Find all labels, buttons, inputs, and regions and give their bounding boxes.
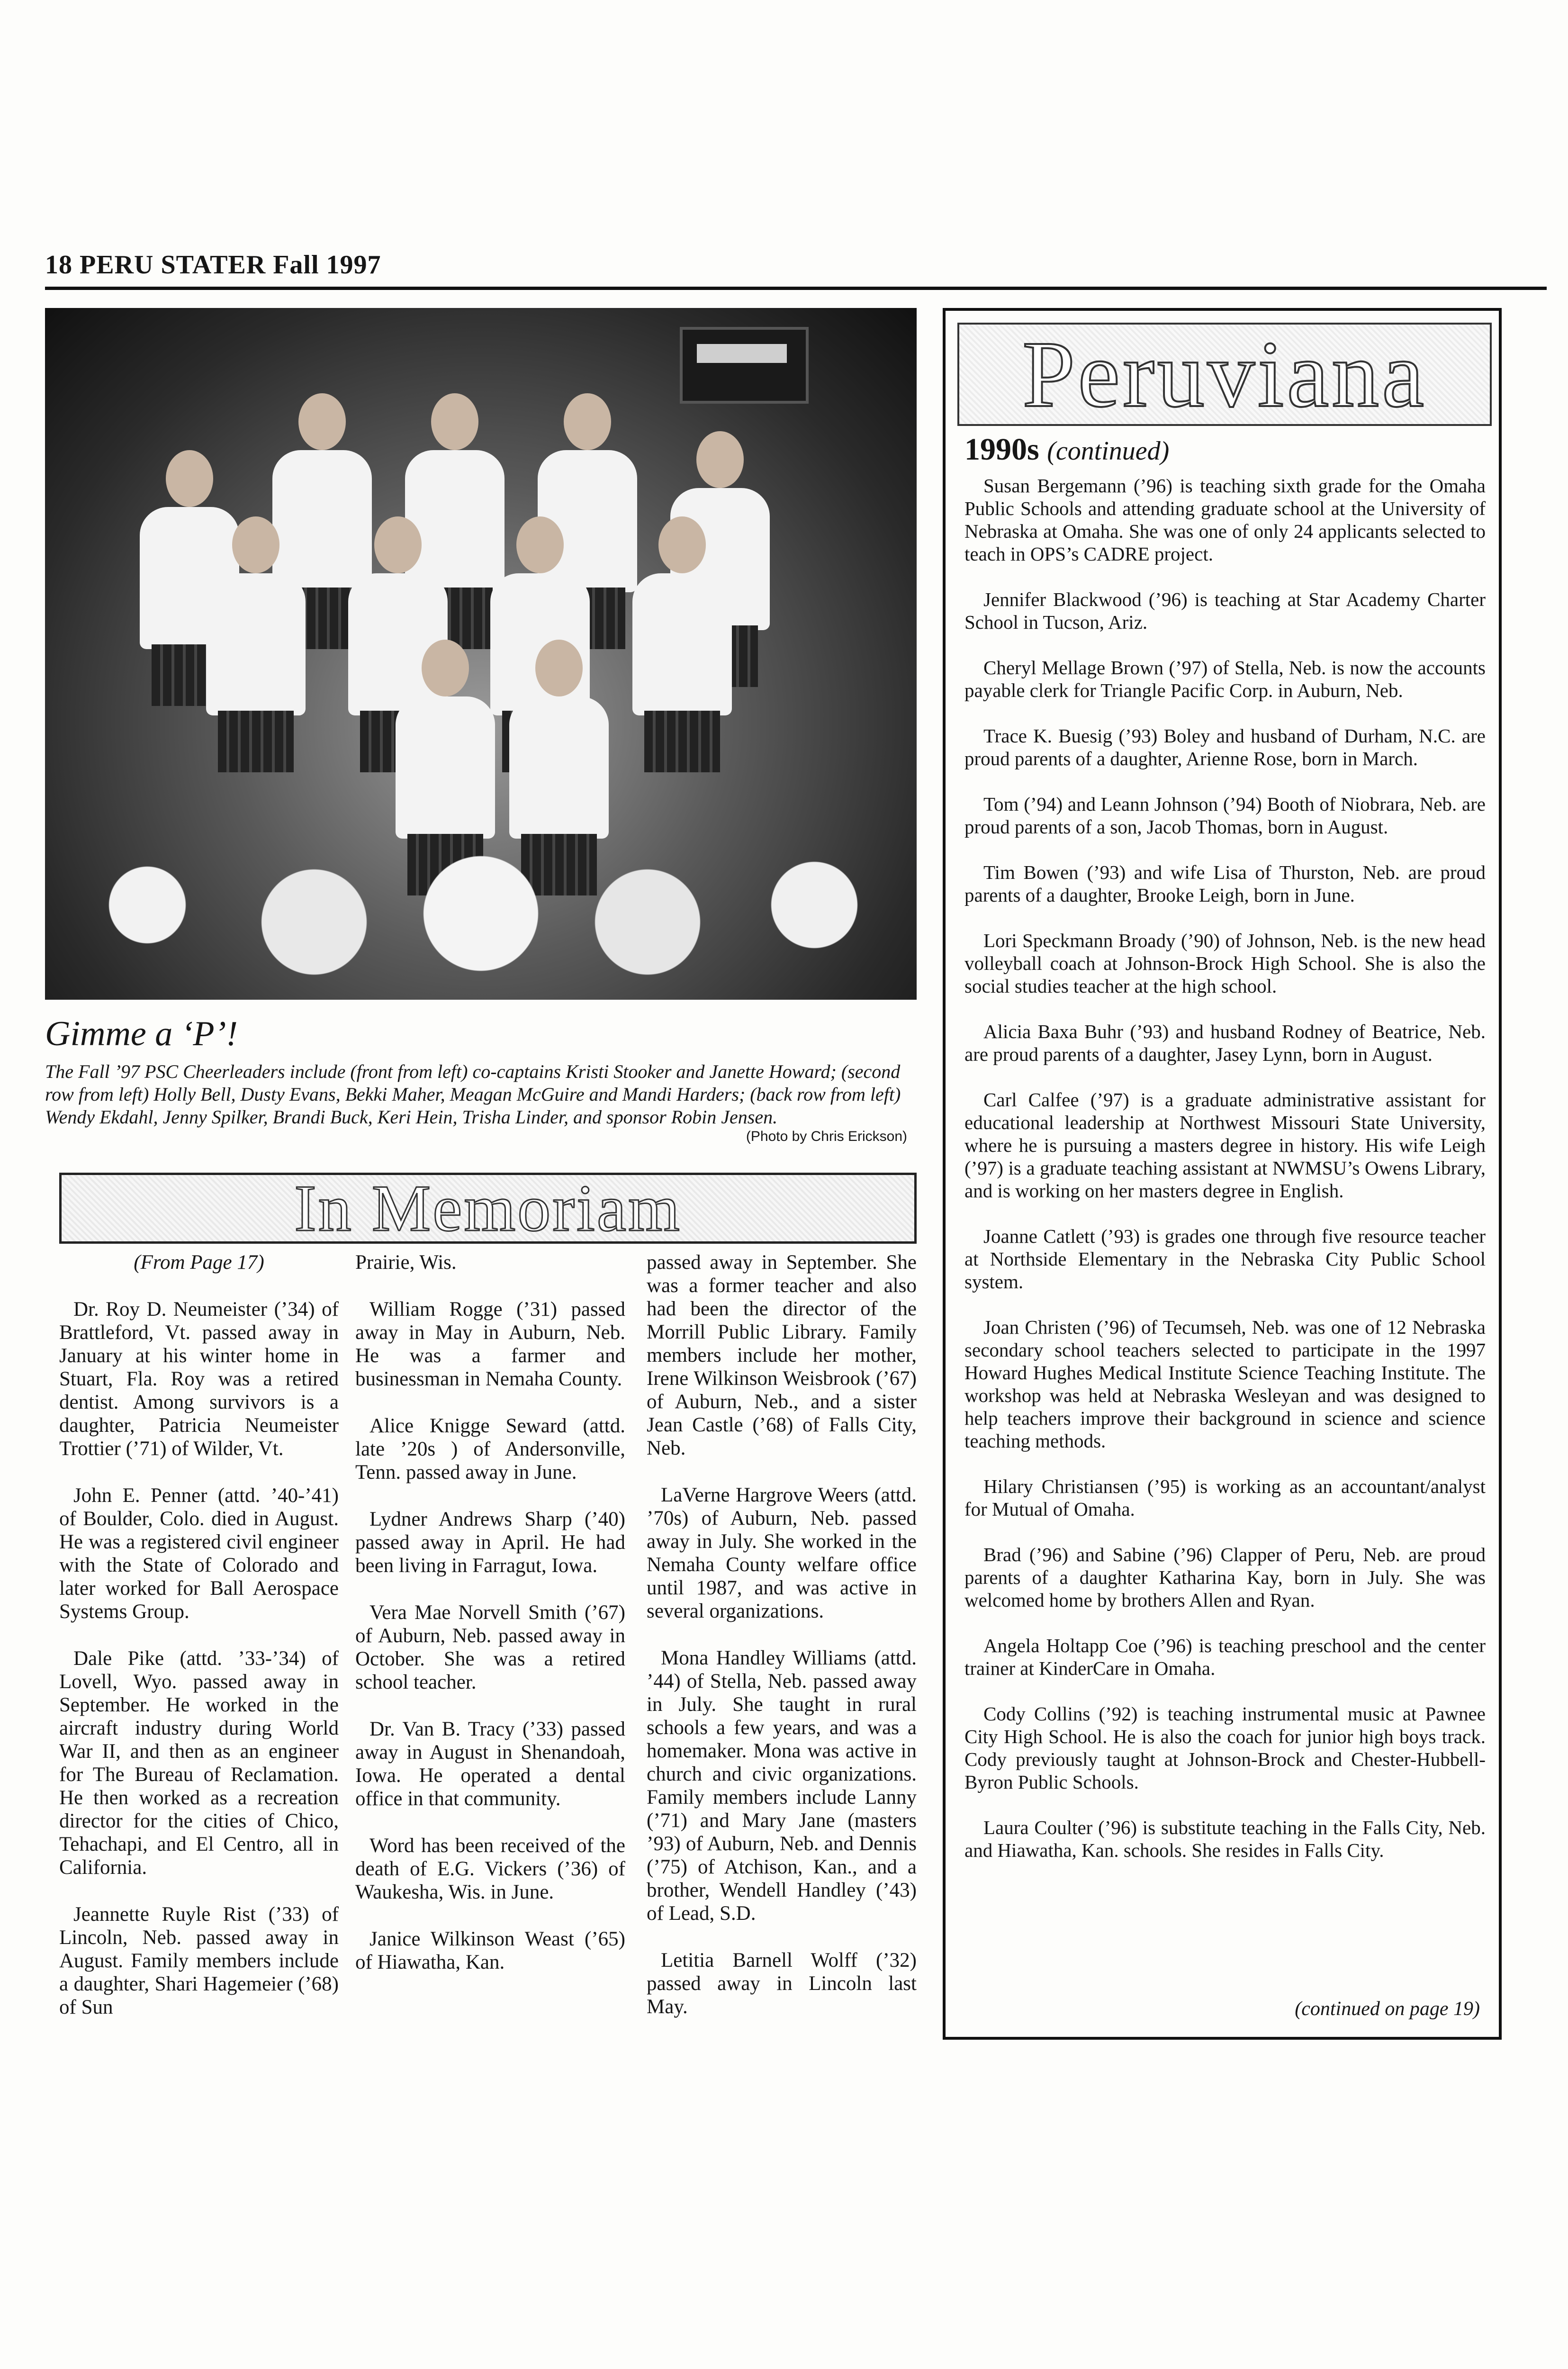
obituary-entry: Mona Handley Williams (attd. ’44) of Stella, Neb. passed away in July. She taught in rural schools a few years, and was a homemaker. Mona was active in church and civic organizations. Family members include Lanny (’71) and Mary Jane (masters ’93) of Auburn, Neb. and Dennis (’75) of Atchison, Kan., and a brother, Wendell Handley (’43) of Lead, S.D.: [647, 1647, 917, 1925]
continued-note: (continued on page 19): [1295, 1998, 1480, 2020]
photo-caption-title: Gimme a ‘P’!: [45, 1014, 238, 1053]
header-rule: [45, 287, 1547, 290]
obituary-entry: Dr. Roy D. Neumeister (’34) of Brattleford, Vt. passed away in January at his winter home in Stuart, Fla. Roy was a retired dentist. Among survivors is a daughter, Patricia Neumeister Trottier (’71) of Wilder, Vt.: [59, 1298, 339, 1460]
cheerleader-figure: [405, 450, 505, 592]
peruviana-banner: [957, 323, 1492, 426]
cheerleader-figure: [490, 573, 590, 715]
cheerleader-photo: [45, 308, 917, 1000]
peruviana-body: [964, 474, 1486, 1884]
peruviana-box: [943, 308, 1502, 2040]
obituary-entry: Word has been received of the death of E.G. Vickers (’36) of Waukesha, Wis. in June.: [355, 1835, 625, 1903]
decade-label: 1990s: [964, 432, 1039, 467]
decade-heading: [964, 432, 1169, 468]
obituary-entry: John E. Penner (attd. ’40-’41) of Boulder, Colo. died in August. He was a registered civil engineer with the State of Colorado and later worked for Ball Aerospace Systems Group.: [59, 1484, 339, 1623]
obituary-entry: Lydner Andrews Sharp (’40) passed away in April. He had been living in Farragut, Iowa.: [355, 1508, 625, 1577]
obituary-entry: Letitia Barnell Wolff (’32) passed away in Lincoln last May.: [647, 1949, 917, 2018]
alumni-note: Lori Speckmann Broady (’90) of Johnson, Neb. is the new head volleyball coach at Johnson-Brock High School. She is also the social studies teacher at the high school.: [964, 930, 1486, 997]
alumni-note: Hilary Christiansen (’95) is working as an accountant/analyst for Mutual of Omaha.: [964, 1475, 1486, 1520]
alumni-note: Susan Bergemann (’96) is teaching sixth grade for the Omaha Public Schools and attending graduate school at the University of Nebraska at Omaha. She was one of only 24 applicants selected to teach in OPS’s CADRE project.: [964, 475, 1486, 565]
obituary-entry: Dale Pike (attd. ’33-’34) of Lovell, Wyo. passed away in September. He worked in the aircraft industry during World War II, and then as an engineer for The Bureau of Reclamation. He then worked as a recreation director for the cities of Chico, Tehachapi, and El Centro, all in California.: [59, 1647, 339, 1879]
cheerleader-figure: [632, 573, 732, 715]
obituary-entry: LaVerne Hargrove Weers (attd. ’70s) of Auburn, Neb. passed away in July. She worked in the Nemaha County welfare office until 1987, and was active in several organizations.: [647, 1484, 917, 1622]
decade-note: (continued): [1047, 436, 1170, 466]
alumni-note: Jennifer Blackwood (’96) is teaching at Star Academy Charter School in Tucson, Ariz.: [964, 588, 1486, 633]
scoreboard: [680, 327, 809, 404]
memoriam-column-3: [647, 1251, 917, 2042]
obituary-entry: Vera Mae Norvell Smith (’67) of Auburn, Neb. passed away in October. She was a retired school teacher.: [355, 1601, 625, 1693]
memoriam-column-2: [355, 1251, 625, 1998]
in-memoriam-title: In Memoriam: [294, 1171, 682, 1245]
in-memoriam-banner: [59, 1173, 917, 1244]
memoriam-column-1: [59, 1251, 339, 2043]
obituary-entry: Janice Wilkinson Weast (’65) of Hiawatha, Kan.: [355, 1928, 625, 1973]
cheerleader-figure: [272, 450, 372, 592]
photo-credit: (Photo by Chris Erickson): [746, 1129, 907, 1144]
alumni-note: Tom (’94) and Leann Johnson (’94) Booth of Niobrara, Neb. are proud parents of a son, Jacob Thomas, born in August.: [964, 793, 1486, 838]
cheerleader-figure: [509, 696, 609, 839]
cheerleader-figure: [396, 696, 495, 839]
page-header: 18 PERU STATER Fall 1997: [45, 250, 381, 280]
alumni-note: Brad (’96) and Sabine (’96) Clapper of Peru, Neb. are proud parents of a daughter Katharina Kay, born in July. She was welcomed home by brothers Allen and Ryan.: [964, 1544, 1486, 1611]
cheerleader-figure: [206, 573, 306, 715]
obituary-entry: Prairie, Wis.: [355, 1251, 457, 1274]
alumni-note: Cody Collins (’92) is teaching instrumental music at Pawnee City High School. He is also the coach for junior high boys track. Cody previously taught at Johnson-Brock and Chester-Hubbell-Byron Public Schools.: [964, 1703, 1486, 1793]
obituary-entry: William Rogge (’31) passed away in May in Auburn, Neb. He was a farmer and businessman in Nemaha County.: [355, 1298, 625, 1390]
alumni-note: Joan Christen (’96) of Tecumseh, Neb. was one of 12 Nebraska secondary school teachers selected to participate in the 1997 Howard Hughes Medical Institute Science Teaching Institute. The workshop was held at Nebraska Wesleyan and was designed to help teachers improve their background in science and science teaching methods.: [964, 1316, 1486, 1452]
alumni-note: Carl Calfee (’97) is a graduate administrative assistant for educational leadership at Northwest Missouri State University, where he is pursuing a masters degree in history. His wife Leigh (’97) is a graduate teaching assistant at NWMSU’s Owens Library, and is working on her masters degree in English.: [964, 1089, 1486, 1202]
alumni-note: Angela Holtapp Coe (’96) is teaching preschool and the center trainer at KinderCare in Omaha.: [964, 1635, 1486, 1679]
alumni-note: Tim Bowen (’93) and wife Lisa of Thurston, Neb. are proud parents of a daughter, Brooke Leigh, born in June.: [964, 861, 1486, 906]
obituary-entry: Alice Knigge Seward (attd. late ’20s ) of Andersonville, Tenn. passed away in June.: [355, 1415, 625, 1483]
obituary-entry: Jeannette Ruyle Rist (’33) of Lincoln, Neb. passed away in August. Family members include a daughter, Shari Hagemeier (’68) of Sun: [59, 1903, 339, 2018]
alumni-note: Trace K. Buesig (’93) Boley and husband of Durham, N.C. are proud parents of a daughter, Arienne Rose, born in March.: [964, 725, 1486, 769]
alumni-note: Cheryl Mellage Brown (’97) of Stella, Neb. is now the accounts payable clerk for Triangle Pacific Corp. in Auburn, Neb.: [964, 657, 1486, 701]
pom-poms: [64, 820, 898, 990]
alumni-note: Laura Coulter (’96) is substitute teaching in the Falls City, Neb. and Hiawatha, Kan. schools. She resides in Falls City.: [964, 1817, 1486, 1861]
alumni-note: Alicia Baxa Buhr (’93) and husband Rodney of Beatrice, Neb. are proud parents of a daughter, Jasey Lynn, born in August.: [964, 1021, 1486, 1065]
photo-caption: The Fall ’97 PSC Cheerleaders include (front from left) co-captains Kristi Stooker and Janette Howard; (second row from left) Holly Bell, Dusty Evans, Bekki Maher, Meagan McGuire and Mandi Harders; (back row from left) Wendy Ekdahl, Jenny Spilker, Brandi Buck, Keri Hein, Trisha Linder, and sponsor Robin Jensen.: [45, 1061, 901, 1128]
alumni-note: Joanne Catlett (’93) is grades one through five resource teacher at Northside Elementary in the Nebraska City Public School system.: [964, 1225, 1486, 1293]
obituary-entry: passed away in September. She was a former teacher and also had been the director of the Morrill Public Library. Family members include her mother, Irene Wilkinson Weisbrook (’67) of Auburn, Neb., and a sister Jean Castle (’68) of Falls City, Neb.: [647, 1251, 917, 1459]
obituary-entry: Dr. Van B. Tracy (’33) passed away in August in Shenandoah, Iowa. He operated a dental office in that community.: [355, 1718, 625, 1810]
peruviana-title: Peruviana: [1022, 322, 1427, 427]
from-page-note: (From Page 17): [134, 1251, 264, 1274]
